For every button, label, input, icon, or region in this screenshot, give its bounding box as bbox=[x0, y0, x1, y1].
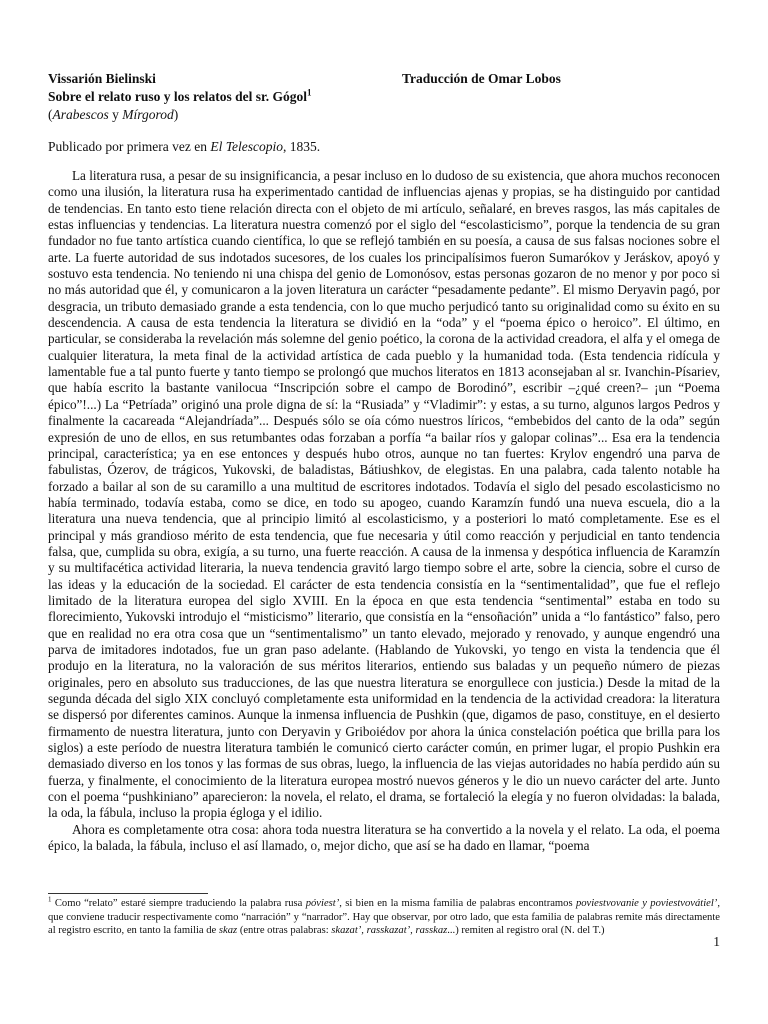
publication-suffix: , 1835. bbox=[282, 139, 321, 154]
document-header bbox=[48, 70, 720, 124]
footnote-1 bbox=[48, 897, 720, 938]
subtitle-work-mirgorod: Mírgorod bbox=[122, 107, 174, 122]
footnote-marker: 1 bbox=[48, 895, 52, 904]
author-name: Vissarión Bielinski bbox=[48, 71, 156, 86]
footnote-word: póviest’ bbox=[305, 898, 340, 909]
footnote-word: skaz bbox=[218, 925, 238, 937]
subtitle-work-arabescos: Arabescos bbox=[52, 107, 109, 122]
footnote-text: , que conviene traducir respectivamente como “narración” y “narrador”. Hay que observar, por otro lado, que esta familia de palabras remite más directamente al registro escrito, en tanto la familia de bbox=[48, 898, 720, 937]
footnote-text: Como “relato” estaré siempre traduciendo la palabra rusa bbox=[51, 898, 306, 909]
footnote-word: skazat’, rasskazat’, rasskaz bbox=[331, 925, 448, 937]
footnote-word: poviestvovanie y poviestvovátiel’ bbox=[575, 898, 718, 909]
body-text bbox=[48, 168, 720, 854]
document-subtitle bbox=[48, 106, 720, 124]
footnote-text: , si bien en la misma familia de palabras encontramos bbox=[339, 898, 576, 909]
paragraph-1: La literatura rusa, a pesar de su insignificancia, a pesar incluso en lo dudoso de su existencia, que ahora muchos reconocen como una ilusión, la literatura rusa ha experimentado cantidad de influencias ajenas y propias, se ha distinguido por cantidad de tendencias. En tanto esto tiene relación directa con el objeto de mi artículo, señalaré, en breves rasgos, las más capitales de estas influencias y tendencias. La literatura nuestra comenzó por el siglo del “escolasticismo”, porque la tendencia de su gran fundador no fue tanto artística cuando científica, lo que se reflejó también en su poesía, a causa de sus falsas nociones sobre el arte. La fuerte autoridad de sus indotados sucesores, de los cuales los principalísimos fueron Sumarókov y Jeráskov, apoyó y sostuvo esta tendencia. No teniendo ni una chispa del genio de Lomonósov, estas personas gozaron de no menor y por poco si no más autoridad que él, y comunicaron a la joven literatura un carácter “pesadamente pedante”. El mismo Deryavin pagó, por desgracia, un tributo demasiado grande a esta tendencia, con lo que mucho perjudicó tanto su originalidad como su éxito en su descendencia. A causa de esta tendencia la literatura se dividió en la “oda” y el “poema épico o heroico”. El último, en particular, se consideraba la revelación más solemne del genio poético, la corona de la actividad creadora, el alfa y el omega de cualquier literatura, la meta final de la actividad artística de cada pueblo y la humanidad toda. (Esta tendencia ridícula y lamentable fue a tal punto fuerte y tanto tiempo se prolongó que muchos literatos en 1813 aconsejaban al sr. Ivanchin-Písariev, que había escrito la bastante vanilocua “Inscripción sobre el campo de Borodinó”, escribir –¿qué creen?– ¡un “Poema épico”!...) La “Petríada” originó una prole digna de sí: la “Rusiada” y “Vladimir”: y estas, a su turno, algunos largos Pedros y finalmente la cacareada “Alejandríada”... Después sólo se oía cómo nuestros líricos, “embebidos del canto de la oda” según expresión de uno de ellos, en sus retumbantes odas forzaban a porfía “a bailar ríos y galopar colinas”... Esa era la tendencia principal, característica; ya en ese entonces y después hubo otros, aunque no tan fuertes: Krylov engendró una parva de fabulistas, Ózerov, de trágicos, Yukovski, de baladistas, Bátiushkov, de elegistas. En una palabra, cada talento notable ha forzado a bailar al son de su caramillo a una multitud de escritores indotados. Todavía el siglo del pesado escolasticismo no había terminado, todavía estaba, como se dice, en todo su apogeo, cuando Karamzín fundó una nueva escuela, dio a la literatura una nueva tendencia, que al principio limitó al escolasticismo, y a posteriori lo mató completamente. Ese es el principal y más grandioso mérito de esta tendencia, que fue necesaria y útil como reacción y perjudicial en tanto tendencia falsa, que, cumplida su obra, exigía, a su turno, una fuerte reacción. A causa de la inmensa y despótica influencia de Karamzín y su multifacética actividad literaria, la nueva tendencia gravitó largo tiempo sobre el arte, sobre la ciencia, sobre el curso de las ideas y la educación de la sociedad. El carácter de esta tendencia consistía en la “sentimentalidad”, que fue el reflejo limitado de la literatura europea del siglo XVIII. En la época en que esta tendencia “sentimental” estaba en todo su florecimiento, Yukovski introdujo el “misticismo” literario, que consistía en la “ensoñación” unida a “lo fantástico” falso, pero que en realidad no era otra cosa que un “sentimentalismo” un tanto elevado, mejorado y renovado, y aunque engendró una parva de imitadores indotados, fue un gran paso adelante. (Hablando de Yukovski, yo tengo en vista la tendencia que él produjo en la literatura, no la valoración de sus méritos literarios, entiendo sus baladas y un pequeño número de piezas originales, pero en absoluto sus traducciones, de las que nuestra literatura se enorgullece con justicia.) Desde la mitad de la segunda década del siglo XIX concluyó completamente esta uniformidad en la tendencia de la actividad creadora: la literatura se dispersó por diferentes caminos. Aunque la inmensa influencia de Pushkin (que, digamos de paso, constituye, en el desierto firmamento de nuestra literatura, junto con Deryavin y Griboiédov por ahora la única constelación poética que brilla para los siglos) a este período de nuestra literatura también le comunicó cierto carácter común, en primer lugar, el propio Pushkin era demasiado diverso en los tonos y las formas de sus obras, luego, la influencia de las viejas autoridades no había perdido aún su fuerza, y finalmente, el conocimiento de la literatura europea mostró nuevos géneros y le dio un nuevo carácter del arte. Junto con el poema “pushkiniano” aparecieron: la novela, el relato, el drama, se fortaleció la elegía y no fueron olvidadas: la balada, la oda, la fábula, incluso la propia égloga y el idilio. bbox=[48, 168, 720, 821]
paragraph-2: Ahora es completamente otra cosa: ahora toda nuestra literatura se ha convertido a la novela y el relato. La oda, el poema épico, la balada, la fábula, incluso el así llamado, o, mejor dicho, que así se ha dado en llamar, “poema bbox=[48, 821, 720, 854]
subtitle-conjunction: y bbox=[108, 107, 123, 122]
subtitle-close: ) bbox=[173, 107, 179, 122]
title-text: Sobre el relato ruso y los relatos del sr. Gógol bbox=[48, 89, 307, 104]
footnote-separator bbox=[48, 893, 208, 894]
title-footnote-marker[interactable]: 1 bbox=[307, 87, 312, 98]
translator-credit: Traducción de Omar Lobos bbox=[402, 71, 561, 86]
page-number: 1 bbox=[713, 934, 720, 949]
publication-journal: El Telescopio bbox=[210, 139, 283, 154]
header-row bbox=[48, 70, 720, 88]
document-title bbox=[48, 88, 720, 106]
publication-note bbox=[48, 138, 320, 156]
footnote-text: ...) remiten al registro oral (N. del T.) bbox=[447, 925, 605, 937]
subtitle-open: ( bbox=[48, 107, 53, 122]
footnote-text: (entre otras palabras: bbox=[237, 925, 332, 937]
publication-prefix: Publicado por primera vez en bbox=[48, 139, 211, 154]
